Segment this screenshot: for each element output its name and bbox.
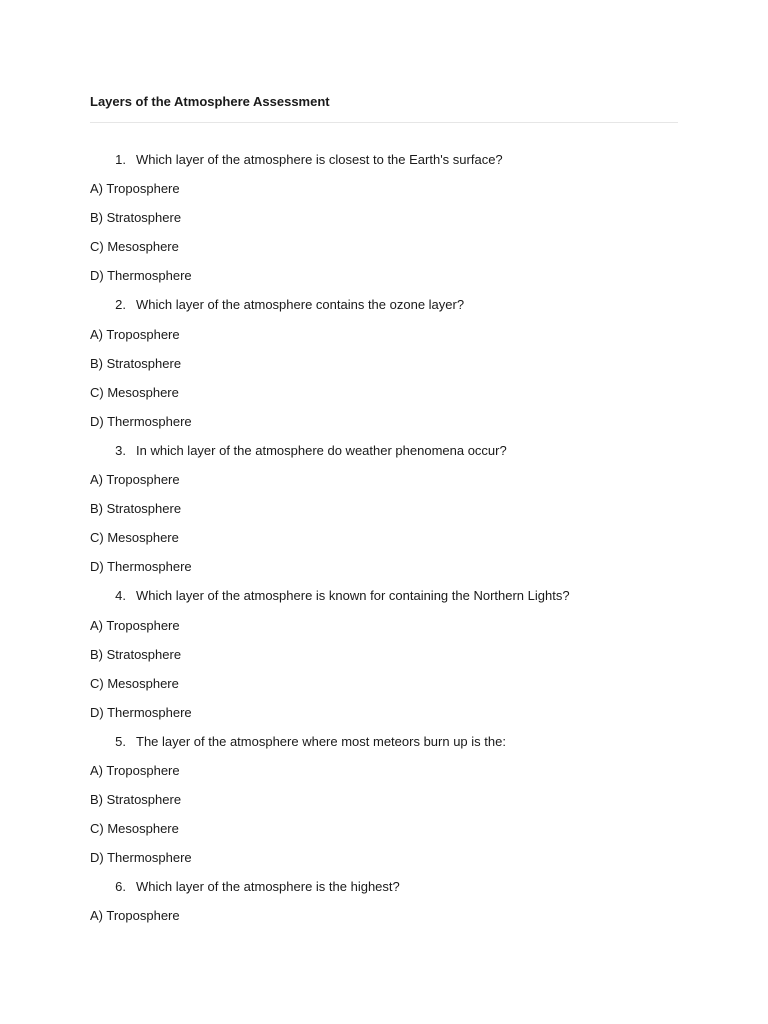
question-list <box>0 148 768 934</box>
answer-option <box>0 235 768 264</box>
title-divider <box>90 122 678 123</box>
answer-option <box>0 206 768 235</box>
question-number: 2. <box>115 297 126 313</box>
question-2 <box>0 293 768 322</box>
question-number: 1. <box>115 152 126 167</box>
answer-option <box>0 643 768 672</box>
answer-option <box>0 468 768 497</box>
answer-option-text: C) Mesosphere <box>90 530 179 546</box>
answer-option-text: D) Thermosphere <box>90 850 192 866</box>
answer-option <box>0 264 768 293</box>
answer-option-text: B) Stratosphere <box>90 210 182 226</box>
question-text: Which layer of the atmosphere is known for containing the Northern Lights? <box>136 588 570 604</box>
answer-option-text: A) Troposphere <box>90 326 180 342</box>
answer-option <box>0 817 768 846</box>
question-4 <box>0 584 768 613</box>
question-text: The layer of the atmosphere where most meteors burn up is the: <box>136 733 506 749</box>
answer-option <box>0 759 768 788</box>
answer-option-text: A) Troposphere <box>90 181 180 197</box>
answer-option-text: B) Stratosphere <box>90 792 182 808</box>
answer-option-text: D) Thermosphere <box>90 268 192 284</box>
answer-option-text: D) Thermosphere <box>90 559 192 575</box>
answer-option <box>0 352 768 381</box>
answer-option-text: D) Thermosphere <box>90 413 192 429</box>
question-5 <box>0 730 768 759</box>
answer-option <box>0 614 768 643</box>
answer-option-text: A) Troposphere <box>90 617 180 633</box>
question-text: Which layer of the atmosphere is closest to the Earth's surface? <box>136 152 503 167</box>
question-number: 6. <box>115 879 126 895</box>
question-3 <box>0 439 768 468</box>
answer-option <box>0 410 768 439</box>
answer-option <box>0 555 768 584</box>
answer-option-text: C) Mesosphere <box>90 384 179 400</box>
answer-option-text: C) Mesosphere <box>90 675 179 691</box>
answer-option <box>0 846 768 875</box>
answer-option <box>0 701 768 730</box>
question-text: In which layer of the atmosphere do weather phenomena occur? <box>136 442 507 458</box>
answer-option <box>0 177 768 206</box>
answer-option-text: C) Mesosphere <box>90 821 179 837</box>
answer-option <box>0 323 768 352</box>
question-number: 3. <box>115 442 126 458</box>
answer-option-text: B) Stratosphere <box>90 646 182 662</box>
answer-option <box>0 904 768 933</box>
answer-option <box>0 788 768 817</box>
answer-option-text: C) Mesosphere <box>90 239 179 255</box>
answer-option-text: B) Stratosphere <box>90 501 182 517</box>
answer-option <box>0 526 768 555</box>
answer-option <box>0 497 768 526</box>
answer-option-text: A) Troposphere <box>90 762 180 778</box>
document-title: Layers of the Atmosphere Assessment <box>90 94 330 109</box>
question-number: 5. <box>115 733 126 749</box>
answer-option <box>0 381 768 410</box>
question-1 <box>0 148 768 177</box>
question-number: 4. <box>115 588 126 604</box>
answer-option-text: A) Troposphere <box>90 908 180 924</box>
answer-option-text: B) Stratosphere <box>90 355 182 371</box>
answer-option-text: D) Thermosphere <box>90 704 192 720</box>
question-6 <box>0 875 768 904</box>
answer-option <box>0 672 768 701</box>
answer-option-text: A) Troposphere <box>90 472 180 488</box>
question-text: Which layer of the atmosphere contains the ozone layer? <box>136 297 465 313</box>
question-text: Which layer of the atmosphere is the highest? <box>136 879 400 895</box>
